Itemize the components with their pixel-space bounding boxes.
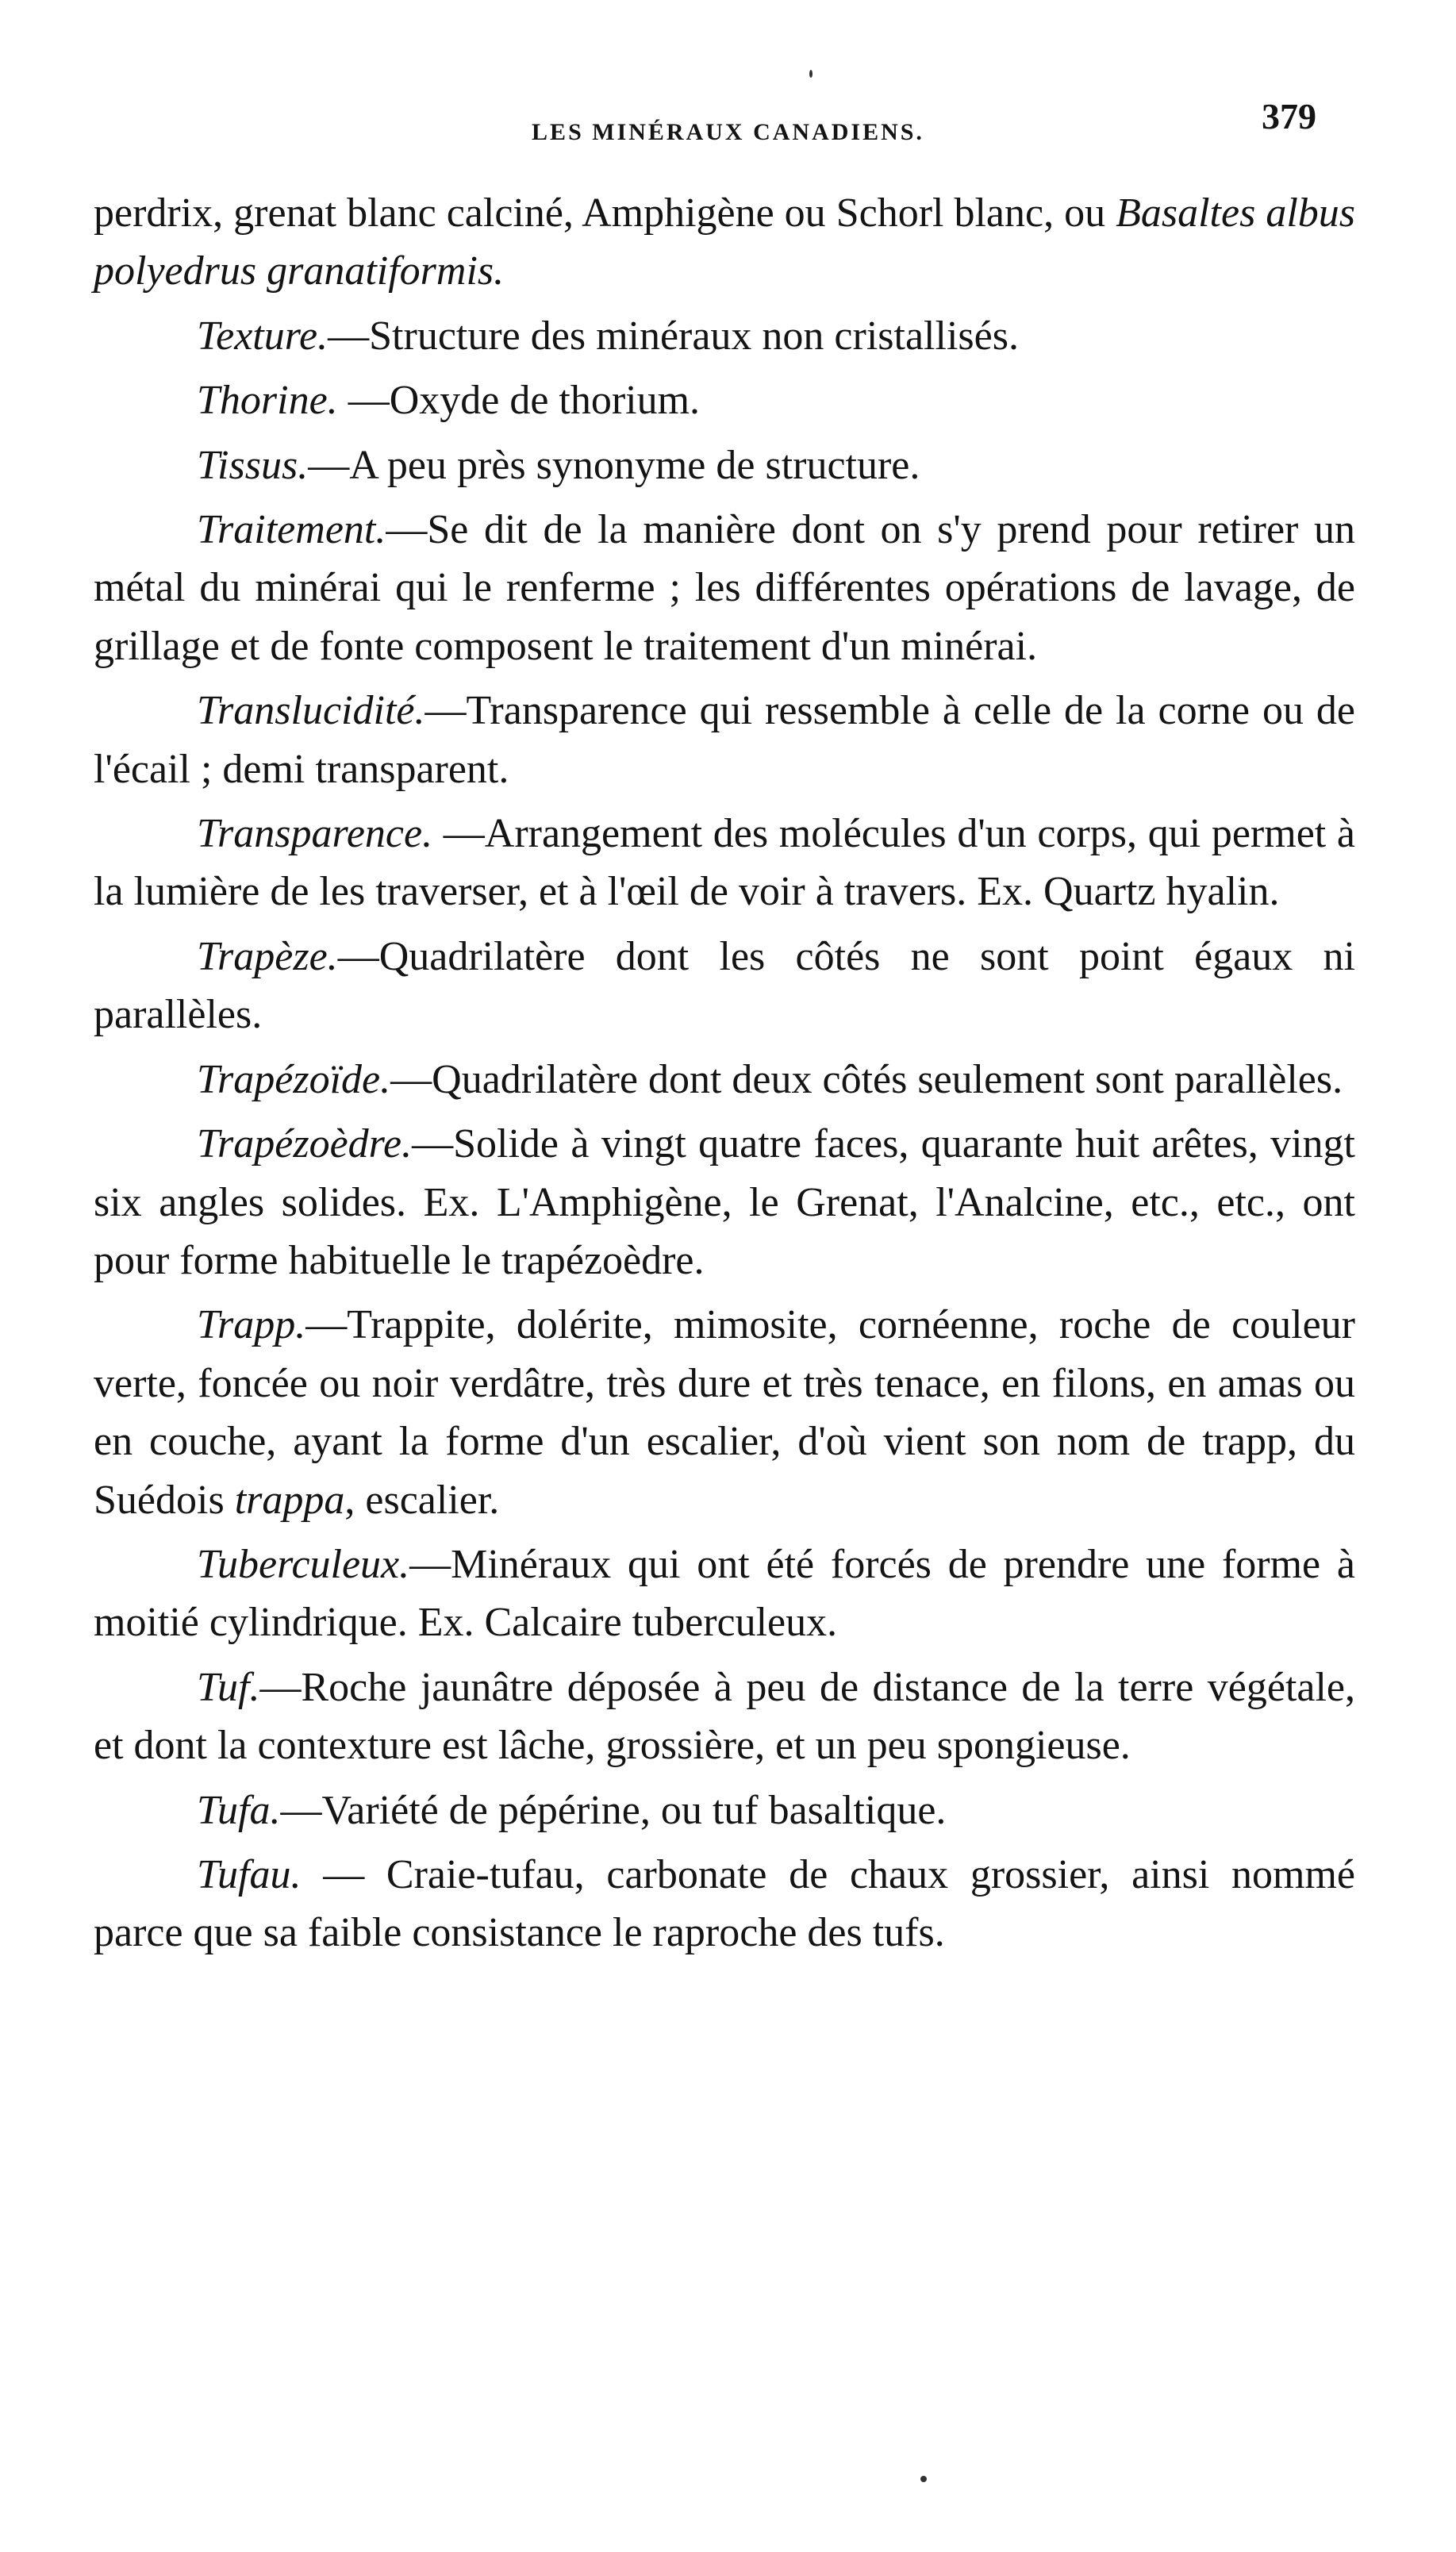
entry-term: Texture. [197,313,328,359]
running-title: LES MINÉRAUX CANADIENS. [532,119,924,145]
entry-trapezoedre [94,1115,1355,1289]
entry-trapeze [94,928,1355,1044]
entry-definition: —Se dit de la manière dont on s'y prend pour retirer un métal du minérai qui le renferme ; les différentes opérations de lavage, de grillage et de fonte composent le traitement d'un minérai. [94,507,1355,669]
entry-term: Tuberculeux. [197,1541,410,1587]
entry-term: Transparence. [197,811,433,857]
entry-tissus [94,436,1355,494]
entry-definition: —Oxyde de thorium. [337,378,701,424]
glossary-text [94,184,1355,1969]
entry-definition: —Arrangement des molécules d'un corps, qui permet à la lumière de les traverser, et à l'œil de voir à travers. Ex. Quartz hyalin. [94,811,1355,915]
entry-trapp [94,1296,1355,1529]
entry-term: Thorine. [197,378,338,424]
entry-term: Tufa. [197,1787,281,1833]
entry-transparence [94,805,1355,921]
entry-tufa [94,1781,1355,1839]
entry-translucidite [94,682,1355,798]
page-number: 379 [1262,96,1316,136]
entry-term: Trapézoèdre. [197,1121,413,1167]
entry-definition: —Minéraux qui ont été forcés de prendre une forme à moitié cylindrique. Ex. Calcaire tuberculeux. [94,1541,1355,1646]
entry-term: Traitement. [197,507,386,553]
continuation-italic: Basaltes albus polyedrus granatiformis. [94,190,1355,294]
ink-speck [920,2476,927,2482]
continuation-paragraph [94,184,1355,301]
entry-term: Translucidité. [197,688,425,734]
entry-definition-tail: , escalier. [344,1477,500,1523]
entry-tuf [94,1658,1355,1775]
entry-definition: —Roche jaunâtre déposée à peu de distance de la terre végétale, et dont la contexture est lâche, grossière, et un peu spongieuse. [94,1664,1355,1769]
entry-tuberculeux [94,1535,1355,1652]
entry-definition: —Structure des minéraux non cristallisés. [328,313,1019,359]
entry-definition: —Variété de pépérine, ou tuf basaltique. [280,1787,947,1833]
entry-term: Tufau. [197,1851,302,1897]
entry-italic-word: trappa [234,1477,345,1523]
entry-traitement [94,501,1355,675]
entry-definition: —Solide à vingt quatre faces, quarante huit arêtes, vingt six angles solides. Ex. L'Amphigène, le Grenat, l'Analcine, etc., etc., ont pour forme habituelle le trapézoèdre. [94,1121,1355,1283]
entry-thorine [94,371,1355,429]
entry-term: Trapézoïde. [197,1056,391,1102]
entry-tufau [94,1846,1355,1962]
entry-definition: —Quadrilatère dont les côtés ne sont point égaux ni parallèles. [94,933,1355,1038]
ink-speck [809,70,813,78]
entry-term: Trapèze. [197,933,338,979]
entry-definition: —A peu près synonyme de structure. [308,442,920,488]
entry-trapezoide [94,1051,1355,1109]
continuation-text: perdrix, grenat blanc calciné, Amphigène ou Schorl blanc, ou [94,190,1116,236]
entry-texture [94,307,1355,365]
entry-term: Trapp. [197,1302,306,1348]
entry-definition: —Trappite, dolérite, mimosite, cornéenne, roche de couleur verte, foncée ou noir verdâtre, très dure et très tenace, en filons, en amas ou en couche, ayant la forme d'un escalier, d'où vient son nom de trapp, du Suédois [94,1302,1355,1523]
entry-definition: — Craie-tufau, carbonate de chaux grossier, ainsi nommé parce que sa faible consistance le raproche des tufs. [94,1851,1355,1956]
entry-term: Tissus. [197,442,309,488]
entry-definition: —Quadrilatère dont deux côtés seulement sont parallèles. [390,1056,1343,1102]
entry-term: Tuf. [197,1664,260,1710]
entry-definition: —Transparence qui ressemble à celle de la corne ou de l'écail ; demi transparent. [94,688,1355,792]
